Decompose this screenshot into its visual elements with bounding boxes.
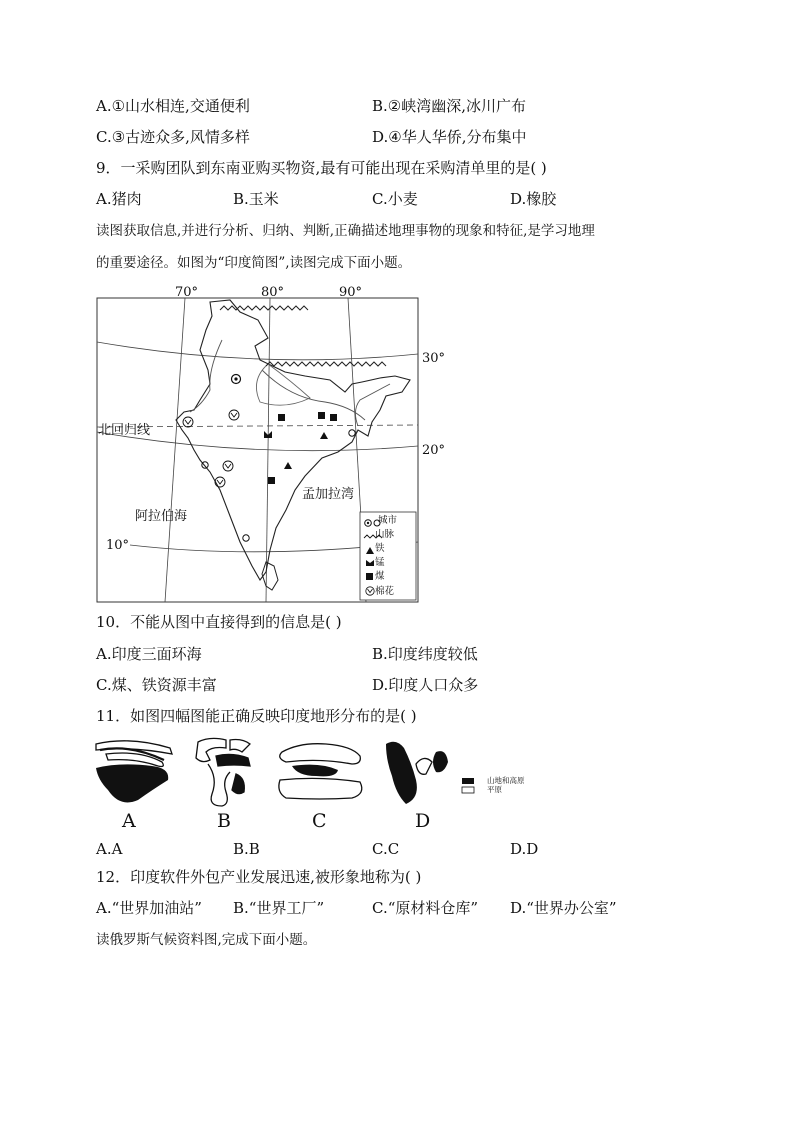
q12-stem: 12．印度软件外包产业发展迅速,被形象地称为( ) (96, 868, 422, 886)
intro-line-2: 的重要途径。如图为“印度简图”,读图完成下面小题。 (96, 255, 412, 271)
q11-stem: 11．如图四幅图能正确反映印度地形分布的是( ) (96, 707, 417, 725)
legend-plain-text: 平原 (487, 785, 502, 794)
figure-d-label: D (415, 810, 431, 832)
q9-option-d: D.橡胶 (510, 190, 557, 208)
q10-stem: 10．不能从图中直接得到的信息是( ) (96, 613, 342, 631)
q8-option-b: B.②峡湾幽深,冰川广布 (372, 97, 527, 115)
lat-label-10: 10° (106, 538, 130, 553)
lon-label-70: 70° (175, 285, 199, 300)
lat-label-20: 20° (422, 443, 446, 458)
figure-a-label: A (122, 810, 136, 832)
coal-symbol (330, 414, 337, 421)
lon-label-90: 90° (339, 285, 363, 300)
legend-city-label: 城市 (378, 515, 398, 526)
figure-c (279, 744, 362, 799)
q8-option-a: A.①山水相连,交通便利 (96, 97, 250, 115)
q11-option-d: D.D (510, 840, 539, 858)
q12-option-b: B.“世界工厂” (233, 899, 325, 917)
terrain-figures (90, 734, 500, 808)
lon-label-80: 80° (261, 285, 285, 300)
legend-coal-label: 煤 (375, 571, 385, 582)
q8-option-d: D.④华人华侨,分布集中 (372, 128, 527, 146)
coal-symbol (318, 412, 325, 419)
figure-c-label: C (312, 810, 327, 832)
figure-b-label: B (217, 810, 231, 832)
q10-option-d: D.印度人口众多 (372, 676, 479, 694)
tropic-label: 北回归线 (98, 423, 151, 438)
q10-option-a: A.印度三面环海 (96, 645, 202, 663)
q9-option-c: C.小麦 (372, 190, 418, 208)
lat-label-30: 30° (422, 351, 446, 366)
coal-symbol (268, 477, 275, 484)
legend-iron-label: 铁 (375, 543, 385, 554)
q12-option-c: C.“原材料仓库” (372, 899, 479, 917)
legend-mountain-text: 山地和高原 (487, 776, 525, 785)
q11-option-b: B.B (233, 840, 260, 858)
q11-option-a: A.A (96, 840, 123, 858)
arabian-sea-label: 阿拉伯海 (135, 509, 188, 524)
q12-option-a: A.“世界加油站” (96, 899, 202, 917)
intro-line-1: 读图获取信息,并进行分析、归纳、判断,正确描述地理事物的现象和特征,是学习地理 (96, 223, 595, 239)
legend-mountain-label: 山脉 (375, 529, 395, 540)
bay-of-bengal-label: 孟加拉湾 (302, 487, 355, 502)
q11-option-c: C.C (372, 840, 400, 858)
legend-mountain-swatch (462, 778, 474, 784)
q10-option-b: B.印度纬度较低 (372, 645, 478, 663)
q9-option-a: A.猪肉 (96, 190, 142, 208)
q9-option-b: B.玉米 (233, 190, 279, 208)
figure-b (196, 738, 250, 806)
q9-stem: 9．一采购团队到东南亚购买物资,最有可能出现在采购清单里的是( ) (96, 159, 547, 177)
legend-manganese-label: 锰 (375, 557, 385, 568)
outro-line: 读俄罗斯气候资料图,完成下面小题。 (96, 932, 317, 948)
q10-option-c: C.煤、铁资源丰富 (96, 676, 217, 694)
legend-plain-swatch (462, 787, 474, 793)
q8-option-c: C.③古迹众多,风情多样 (96, 128, 250, 146)
figure-a (96, 741, 172, 803)
figure-d (386, 742, 448, 804)
legend-cotton-label: 棉花 (375, 586, 395, 597)
coal-symbol (278, 414, 285, 421)
q12-option-d: D.“世界办公室” (510, 899, 617, 917)
